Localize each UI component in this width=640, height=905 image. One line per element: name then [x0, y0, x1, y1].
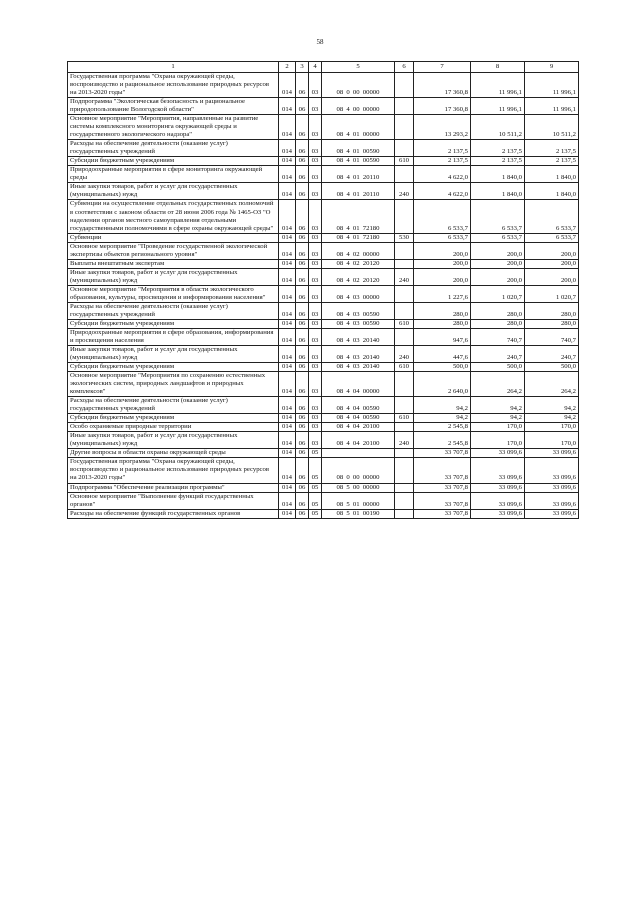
amount-col-9: 240,7 [525, 346, 579, 363]
amount-col-8: 6 533,7 [471, 233, 525, 242]
target-article-code: 08 4 04 00000 [322, 372, 395, 397]
grbs-code: 014 [279, 432, 296, 449]
table-row [68, 115, 579, 140]
expense-type-code: 240 [395, 432, 414, 449]
amount-col-8: 280,0 [471, 302, 525, 319]
target-article-code: 08 4 02 00000 [322, 242, 395, 259]
amount-col-7: 13 293,2 [414, 115, 471, 140]
subsection-code: 05 [309, 449, 322, 458]
amount-col-9: 33 099,6 [525, 492, 579, 509]
amount-col-8: 94,2 [471, 397, 525, 414]
subsection-code: 03 [309, 328, 322, 345]
amount-col-7: 200,0 [414, 259, 471, 268]
table-row [68, 492, 579, 509]
subsection-code: 03 [309, 98, 322, 115]
amount-col-9: 2 137,5 [525, 157, 579, 166]
section-code: 06 [296, 183, 309, 200]
expense-type-code [395, 328, 414, 345]
amount-col-8: 264,2 [471, 372, 525, 397]
amount-col-8: 170,0 [471, 432, 525, 449]
item-name: Государственная программа "Охрана окружающей среды, воспроизводство и рациональное использование природных ресурсов на 2013-2020 годы" [68, 73, 279, 98]
subsection-code: 03 [309, 140, 322, 157]
target-article-code: 08 4 03 00590 [322, 319, 395, 328]
table-row [68, 372, 579, 397]
amount-col-9: 33 099,6 [525, 509, 579, 518]
amount-col-8: 1 840,0 [471, 183, 525, 200]
amount-col-9: 33 099,6 [525, 458, 579, 483]
grbs-code: 014 [279, 242, 296, 259]
amount-col-8: 33 099,6 [471, 458, 525, 483]
section-code: 06 [296, 140, 309, 157]
target-article-code: 08 4 02 20120 [322, 259, 395, 268]
section-code: 06 [296, 509, 309, 518]
target-article-code: 08 4 00 00000 [322, 98, 395, 115]
amount-col-7: 1 227,6 [414, 285, 471, 302]
amount-col-7: 2 545,8 [414, 432, 471, 449]
amount-col-9: 11 996,1 [525, 73, 579, 98]
table-row [68, 397, 579, 414]
subsection-code: 03 [309, 183, 322, 200]
table-body [68, 73, 579, 519]
expense-type-code [395, 423, 414, 432]
target-article-code: 08 4 03 00000 [322, 285, 395, 302]
expense-type-code [395, 115, 414, 140]
subsection-code: 05 [309, 509, 322, 518]
grbs-code: 014 [279, 115, 296, 140]
target-article-code: 08 4 04 00590 [322, 397, 395, 414]
table-row [68, 302, 579, 319]
subsection-code: 03 [309, 397, 322, 414]
expense-type-code [395, 73, 414, 98]
expense-type-code: 610 [395, 414, 414, 423]
grbs-code: 014 [279, 285, 296, 302]
expense-type-code [395, 166, 414, 183]
amount-col-7: 6 533,7 [414, 200, 471, 233]
amount-col-9: 1 840,0 [525, 166, 579, 183]
grbs-code: 014 [279, 268, 296, 285]
grbs-code: 014 [279, 319, 296, 328]
amount-col-8: 1 840,0 [471, 166, 525, 183]
column-number: 2 [279, 62, 296, 73]
table-row [68, 414, 579, 423]
column-number: 9 [525, 62, 579, 73]
subsection-code: 03 [309, 259, 322, 268]
amount-col-7: 4 622,0 [414, 183, 471, 200]
table-row [68, 346, 579, 363]
expense-type-code [395, 259, 414, 268]
table-row [68, 363, 579, 372]
amount-col-7: 2 545,8 [414, 423, 471, 432]
expense-type-code: 240 [395, 268, 414, 285]
target-article-code: 08 4 01 20110 [322, 166, 395, 183]
table-row [68, 268, 579, 285]
item-name: Природоохранные мероприятия в сфере образования, информирования и просвещения населения [68, 328, 279, 345]
item-name: Субсидии бюджетным учреждениям [68, 157, 279, 166]
amount-col-7: 2 137,5 [414, 140, 471, 157]
column-number: 8 [471, 62, 525, 73]
amount-col-8: 240,7 [471, 346, 525, 363]
item-name: Подпрограмма "Экологическая безопасность и рациональное природопользование Вологодской области" [68, 98, 279, 115]
item-name: Субсидии бюджетным учреждениям [68, 319, 279, 328]
item-name: Иные закупки товаров, работ и услуг для государственных (муниципальных) нужд [68, 268, 279, 285]
section-code: 06 [296, 73, 309, 98]
grbs-code: 014 [279, 73, 296, 98]
table-row [68, 319, 579, 328]
column-number: 5 [322, 62, 395, 73]
subsection-code: 03 [309, 242, 322, 259]
grbs-code: 014 [279, 363, 296, 372]
item-name: Расходы на обеспечение деятельности (оказание услуг) государственных учреждений [68, 140, 279, 157]
item-name: Основное мероприятие "Мероприятия в области экологического образования, культуры, просвещения и информирования населения" [68, 285, 279, 302]
table-row [68, 233, 579, 242]
item-name: Природоохранные мероприятия в сфере мониторинга окружающей среды [68, 166, 279, 183]
table-row [68, 200, 579, 233]
section-code: 06 [296, 242, 309, 259]
item-name: Другие вопросы в области охраны окружающей среды [68, 449, 279, 458]
grbs-code: 014 [279, 346, 296, 363]
target-article-code: 08 0 00 00000 [322, 73, 395, 98]
grbs-code: 014 [279, 492, 296, 509]
expense-type-code [395, 492, 414, 509]
amount-col-9: 6 533,7 [525, 233, 579, 242]
page-number: 58 [316, 38, 324, 46]
table-row [68, 483, 579, 492]
expense-type-code: 610 [395, 363, 414, 372]
subsection-code: 03 [309, 372, 322, 397]
amount-col-9: 170,0 [525, 432, 579, 449]
item-name: Расходы на обеспечение функций государственных органов [68, 509, 279, 518]
amount-col-9: 264,2 [525, 372, 579, 397]
section-code: 06 [296, 328, 309, 345]
amount-col-9: 2 137,5 [525, 140, 579, 157]
table-row [68, 183, 579, 200]
table-row [68, 509, 579, 518]
target-article-code: 08 4 03 20140 [322, 328, 395, 345]
table-row [68, 458, 579, 483]
table-row [68, 73, 579, 98]
amount-col-9: 94,2 [525, 397, 579, 414]
subsection-code: 03 [309, 268, 322, 285]
table-row [68, 259, 579, 268]
amount-col-7: 33 707,8 [414, 492, 471, 509]
amount-col-8: 200,0 [471, 242, 525, 259]
target-article-code: 08 4 04 00590 [322, 414, 395, 423]
expense-type-code [395, 302, 414, 319]
subsection-code: 03 [309, 302, 322, 319]
column-number: 7 [414, 62, 471, 73]
target-article-code [322, 449, 395, 458]
amount-col-8: 740,7 [471, 328, 525, 345]
section-code: 06 [296, 115, 309, 140]
section-code: 06 [296, 285, 309, 302]
column-number: 1 [68, 62, 279, 73]
target-article-code: 08 4 04 20100 [322, 432, 395, 449]
amount-col-7: 33 707,8 [414, 458, 471, 483]
expense-type-code [395, 509, 414, 518]
expense-type-code [395, 140, 414, 157]
column-number: 4 [309, 62, 322, 73]
column-number-row [68, 62, 579, 73]
expense-type-code [395, 200, 414, 233]
table-row [68, 242, 579, 259]
item-name: Основное мероприятие "Мероприятия, направленные на развитие системы комплексного мониторинга окружающей среды и государственного экологического надзора" [68, 115, 279, 140]
amount-col-7: 33 707,8 [414, 449, 471, 458]
expense-type-code [395, 285, 414, 302]
grbs-code: 014 [279, 157, 296, 166]
amount-col-9: 200,0 [525, 268, 579, 285]
grbs-code: 014 [279, 140, 296, 157]
subsection-code: 03 [309, 432, 322, 449]
grbs-code: 014 [279, 458, 296, 483]
expense-type-code: 610 [395, 319, 414, 328]
item-name: Основное мероприятие "Мероприятия по сохранению естественных экологических систем, природных ландшафтов и природных комплексов" [68, 372, 279, 397]
amount-col-9: 280,0 [525, 319, 579, 328]
amount-col-8: 11 996,1 [471, 98, 525, 115]
target-article-code: 08 4 03 20140 [322, 346, 395, 363]
amount-col-9: 740,7 [525, 328, 579, 345]
amount-col-7: 6 533,7 [414, 233, 471, 242]
amount-col-9: 500,0 [525, 363, 579, 372]
amount-col-8: 170,0 [471, 423, 525, 432]
item-name: Субвенции на осуществление отдельных государственных полномочий в соответствии с законом области от 28 июня 2006 года № 1465-ОЗ "О наделении органов местного самоуправления отдельными государственными полномочиями в сфере охраны окружающей среды" [68, 200, 279, 233]
amount-col-8: 33 099,6 [471, 509, 525, 518]
section-code: 06 [296, 200, 309, 233]
amount-col-8: 33 099,6 [471, 492, 525, 509]
subsection-code: 03 [309, 414, 322, 423]
section-code: 06 [296, 397, 309, 414]
amount-col-7: 200,0 [414, 242, 471, 259]
section-code: 06 [296, 319, 309, 328]
subsection-code: 03 [309, 363, 322, 372]
expense-type-code: 240 [395, 346, 414, 363]
target-article-code: 08 4 01 20110 [322, 183, 395, 200]
item-name: Расходы на обеспечение деятельности (оказание услуг) государственных учреждений [68, 397, 279, 414]
section-code: 06 [296, 483, 309, 492]
amount-col-7: 94,2 [414, 397, 471, 414]
amount-col-8: 500,0 [471, 363, 525, 372]
table-row [68, 157, 579, 166]
subsection-code: 03 [309, 73, 322, 98]
amount-col-7: 2 137,5 [414, 157, 471, 166]
section-code: 06 [296, 458, 309, 483]
amount-col-8: 11 996,1 [471, 73, 525, 98]
amount-col-7: 33 707,8 [414, 483, 471, 492]
target-article-code: 08 5 00 00000 [322, 483, 395, 492]
subsection-code: 03 [309, 200, 322, 233]
amount-col-8: 280,0 [471, 319, 525, 328]
amount-col-9: 11 996,1 [525, 98, 579, 115]
amount-col-7: 200,0 [414, 268, 471, 285]
section-code: 06 [296, 268, 309, 285]
amount-col-7: 280,0 [414, 319, 471, 328]
target-article-code: 08 4 01 00590 [322, 157, 395, 166]
item-name: Субвенции [68, 233, 279, 242]
subsection-code: 03 [309, 157, 322, 166]
expense-type-code: 240 [395, 183, 414, 200]
amount-col-8: 200,0 [471, 268, 525, 285]
amount-col-8: 1 020,7 [471, 285, 525, 302]
grbs-code: 014 [279, 372, 296, 397]
grbs-code: 014 [279, 449, 296, 458]
amount-col-9: 170,0 [525, 423, 579, 432]
grbs-code: 014 [279, 259, 296, 268]
item-name: Выплаты внештатным экспертам [68, 259, 279, 268]
amount-col-8: 6 533,7 [471, 200, 525, 233]
target-article-code: 08 4 01 72180 [322, 200, 395, 233]
table-row [68, 140, 579, 157]
target-article-code: 08 4 02 20120 [322, 268, 395, 285]
section-code: 06 [296, 449, 309, 458]
item-name: Основное мероприятие "Выполнение функций государственных органов" [68, 492, 279, 509]
section-code: 06 [296, 372, 309, 397]
amount-col-9: 33 099,6 [525, 449, 579, 458]
amount-col-7: 94,2 [414, 414, 471, 423]
expense-type-code [395, 242, 414, 259]
item-name: Подпрограмма "Обеспечение реализации программы" [68, 483, 279, 492]
grbs-code: 014 [279, 233, 296, 242]
amount-col-7: 2 640,0 [414, 372, 471, 397]
grbs-code: 014 [279, 98, 296, 115]
grbs-code: 014 [279, 414, 296, 423]
target-article-code: 08 4 04 20100 [322, 423, 395, 432]
subsection-code: 05 [309, 492, 322, 509]
grbs-code: 014 [279, 423, 296, 432]
subsection-code: 03 [309, 423, 322, 432]
expense-type-code [395, 458, 414, 483]
subsection-code: 03 [309, 166, 322, 183]
section-code: 06 [296, 492, 309, 509]
table-row [68, 98, 579, 115]
amount-col-8: 33 099,6 [471, 449, 525, 458]
section-code: 06 [296, 259, 309, 268]
subsection-code: 03 [309, 115, 322, 140]
section-code: 06 [296, 233, 309, 242]
column-number: 3 [296, 62, 309, 73]
grbs-code: 014 [279, 183, 296, 200]
section-code: 06 [296, 363, 309, 372]
target-article-code: 08 4 01 72180 [322, 233, 395, 242]
item-name: Особо охраняемые природные территории [68, 423, 279, 432]
target-article-code: 08 5 01 00000 [322, 492, 395, 509]
target-article-code: 08 5 01 00190 [322, 509, 395, 518]
item-name: Субсидии бюджетным учреждениям [68, 363, 279, 372]
amount-col-7: 280,0 [414, 302, 471, 319]
grbs-code: 014 [279, 397, 296, 414]
subsection-code: 03 [309, 319, 322, 328]
grbs-code: 014 [279, 483, 296, 492]
amount-col-9: 280,0 [525, 302, 579, 319]
amount-col-7: 947,6 [414, 328, 471, 345]
section-code: 06 [296, 432, 309, 449]
expense-type-code [395, 372, 414, 397]
amount-col-8: 2 137,5 [471, 157, 525, 166]
table-row [68, 449, 579, 458]
section-code: 06 [296, 423, 309, 432]
amount-col-9: 200,0 [525, 242, 579, 259]
section-code: 06 [296, 414, 309, 423]
amount-col-7: 17 360,8 [414, 73, 471, 98]
subsection-code: 05 [309, 483, 322, 492]
table-row [68, 432, 579, 449]
target-article-code: 08 4 03 00590 [322, 302, 395, 319]
section-code: 06 [296, 98, 309, 115]
subsection-code: 03 [309, 346, 322, 363]
item-name: Иные закупки товаров, работ и услуг для государственных (муниципальных) нужд [68, 432, 279, 449]
amount-col-8: 200,0 [471, 259, 525, 268]
expense-type-code [395, 483, 414, 492]
target-article-code: 08 4 01 00000 [322, 115, 395, 140]
expense-type-code [395, 449, 414, 458]
amount-col-9: 33 099,6 [525, 483, 579, 492]
expense-type-code: 610 [395, 157, 414, 166]
grbs-code: 014 [279, 302, 296, 319]
amount-col-8: 2 137,5 [471, 140, 525, 157]
expense-type-code: 530 [395, 233, 414, 242]
item-name: Иные закупки товаров, работ и услуг для государственных (муниципальных) нужд [68, 346, 279, 363]
table-row [68, 166, 579, 183]
grbs-code: 014 [279, 200, 296, 233]
grbs-code: 014 [279, 328, 296, 345]
amount-col-9: 6 533,7 [525, 200, 579, 233]
expense-type-code [395, 98, 414, 115]
table-row [68, 328, 579, 345]
amount-col-9: 10 511,2 [525, 115, 579, 140]
table-row [68, 285, 579, 302]
amount-col-7: 17 360,8 [414, 98, 471, 115]
subsection-code: 03 [309, 285, 322, 302]
subsection-code: 05 [309, 458, 322, 483]
target-article-code: 08 4 03 20140 [322, 363, 395, 372]
grbs-code: 014 [279, 166, 296, 183]
grbs-code: 014 [279, 509, 296, 518]
section-code: 06 [296, 302, 309, 319]
amount-col-9: 1 840,0 [525, 183, 579, 200]
section-code: 06 [296, 346, 309, 363]
subsection-code: 03 [309, 233, 322, 242]
item-name: Субсидии бюджетным учреждениям [68, 414, 279, 423]
target-article-code: 08 4 01 00590 [322, 140, 395, 157]
item-name: Государственная программа "Охрана окружающей среды, воспроизводство и рациональное использование природных ресурсов на 2013-2020 годы" [68, 458, 279, 483]
amount-col-7: 447,6 [414, 346, 471, 363]
expense-type-code [395, 397, 414, 414]
column-number: 6 [395, 62, 414, 73]
amount-col-8: 94,2 [471, 414, 525, 423]
amount-col-9: 200,0 [525, 259, 579, 268]
budget-table [67, 61, 579, 519]
item-name: Иные закупки товаров, работ и услуг для государственных (муниципальных) нужд [68, 183, 279, 200]
table-row [68, 423, 579, 432]
amount-col-7: 33 707,8 [414, 509, 471, 518]
item-name: Основное мероприятие "Проведение государственной экологической экспертизы объектов регионального уровня" [68, 242, 279, 259]
section-code: 06 [296, 166, 309, 183]
section-code: 06 [296, 157, 309, 166]
amount-col-9: 94,2 [525, 414, 579, 423]
item-name: Расходы на обеспечение деятельности (оказание услуг) государственных учреждений [68, 302, 279, 319]
amount-col-7: 4 622,0 [414, 166, 471, 183]
amount-col-9: 1 020,7 [525, 285, 579, 302]
target-article-code: 08 0 00 00000 [322, 458, 395, 483]
amount-col-8: 33 099,6 [471, 483, 525, 492]
amount-col-8: 10 511,2 [471, 115, 525, 140]
amount-col-7: 500,0 [414, 363, 471, 372]
